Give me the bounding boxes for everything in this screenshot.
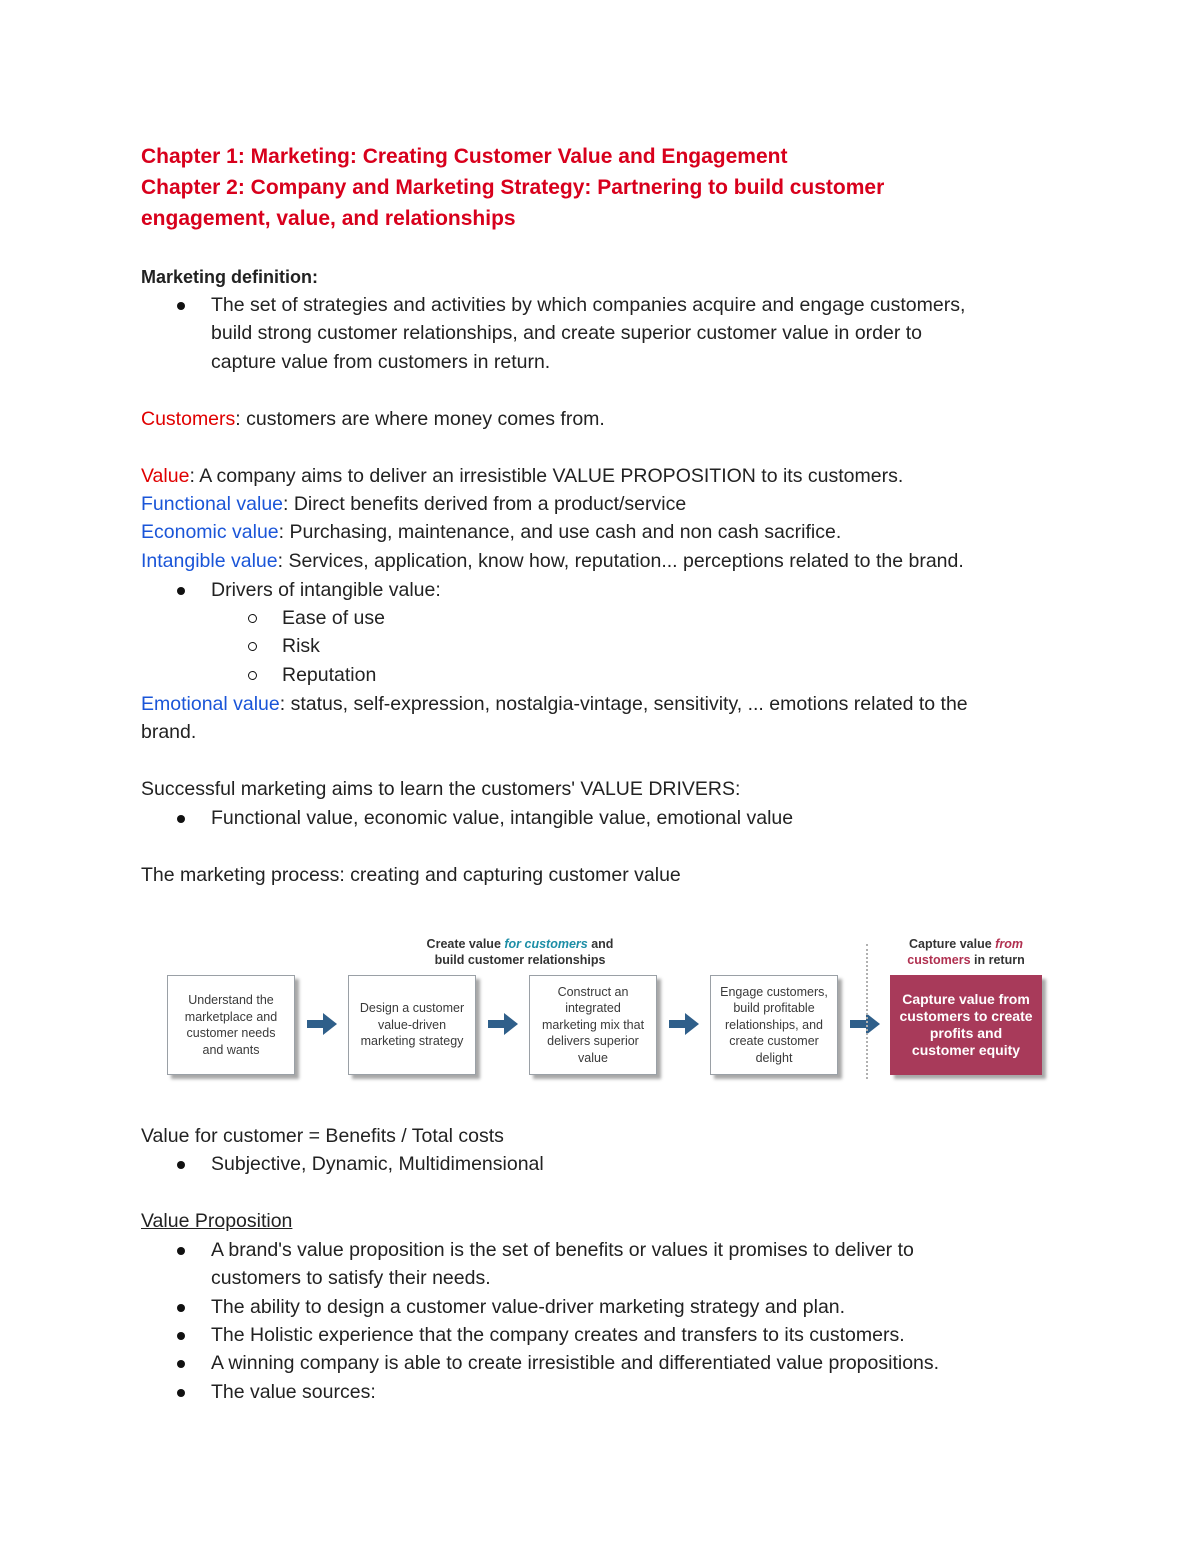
- bullet-dot: [177, 1247, 185, 1255]
- customers-term: Customers: [141, 408, 236, 430]
- emotional-value-line2: brand.: [141, 721, 197, 743]
- arrow-right-icon: [667, 1010, 701, 1038]
- step-understand-box: Understand the marketplace and customer needs and wants: [167, 975, 295, 1075]
- capture-title-highlight: from: [995, 937, 1023, 951]
- bullet-line: build strong customer relationships, and create superior customer value in order to: [211, 322, 923, 345]
- functional-value-line: [141, 490, 686, 518]
- marketing-definition-bullet: [211, 291, 1071, 376]
- bullet-line: The set of strategies and activities by which companies acquire and engage customers,: [211, 294, 966, 316]
- arrow-right-icon: [848, 1010, 882, 1038]
- bullet-dot: [177, 302, 185, 310]
- bullet-dot: [177, 1161, 185, 1169]
- arrow-right-icon: [486, 1010, 520, 1038]
- sub-bullet-circle: [248, 642, 257, 651]
- capture-title-text: in return: [970, 953, 1025, 967]
- sub-bullet-text: Ease of use: [282, 607, 385, 629]
- sub-bullet-text: Risk: [282, 635, 320, 657]
- step-design-box: Design a customer value-driven marketing strategy: [348, 975, 476, 1075]
- bullet-dot: [177, 1304, 185, 1312]
- customers-line: [141, 405, 605, 433]
- create-value-title: [390, 936, 650, 968]
- capture-value-box: Capture value from customers to create profits and customer equity: [890, 975, 1042, 1075]
- bullet-dot: [177, 1332, 185, 1340]
- vp-bullet-3: [211, 1321, 1071, 1349]
- emotional-value-text: : status, self-expression, nostalgia-vintage, sensitivity, ... emotions related to the: [279, 693, 968, 715]
- bullet-text: The value sources:: [211, 1381, 376, 1403]
- create-title-text: Create value: [426, 937, 505, 951]
- bullet-line: A brand's value proposition is the set of benefits or values it promises to deliver to: [211, 1239, 914, 1261]
- bullet-line: capture value from customers in return.: [211, 350, 551, 373]
- intangible-drivers-bullet: [211, 576, 1071, 604]
- create-title-text: build customer relationships: [434, 953, 606, 967]
- sub-bullet-text: Reputation: [282, 664, 377, 686]
- step-engage-box: Engage customers, build profitable relationships, and create customer delight: [710, 975, 838, 1075]
- intangible-value-term: Intangible value: [141, 550, 278, 572]
- successful-marketing-line: Successful marketing aims to learn the customers' VALUE DRIVERS:: [141, 778, 741, 800]
- bullet-text: The ability to design a customer value-driver marketing strategy and plan.: [211, 1296, 846, 1318]
- bullet-text: The Holistic experience that the company creates and transfers to its customers.: [211, 1324, 905, 1346]
- vp-bullet-5: [211, 1378, 1071, 1406]
- economic-value-line: [141, 518, 841, 546]
- functional-value-term: Functional value: [141, 493, 284, 515]
- value-term: Value: [141, 465, 190, 487]
- capture-title-highlight: customers: [907, 953, 971, 967]
- create-title-highlight: for customers: [504, 937, 588, 951]
- marketing-process-line: The marketing process: creating and capturing customer value: [141, 864, 681, 886]
- vp-bullet-1: [211, 1236, 1071, 1293]
- bullet-line: customers to satisfy their needs.: [211, 1267, 491, 1290]
- section-divider: [866, 944, 868, 1079]
- functional-value-text: : Direct benefits derived from a product/service: [283, 493, 687, 515]
- bullet-text: Functional value, economic value, intangible value, emotional value: [211, 807, 794, 829]
- value-text: : A company aims to deliver an irresistible VALUE PROPOSITION to its customers.: [189, 465, 904, 487]
- vp-bullet-2: [211, 1293, 1071, 1321]
- value-formula-line: Value for customer = Benefits / Total costs: [141, 1125, 504, 1147]
- intangible-value-line: [141, 547, 964, 575]
- sub-bullet-risk: [282, 632, 320, 660]
- economic-value-term: Economic value: [141, 521, 279, 543]
- bullet-text: Subjective, Dynamic, Multidimensional: [211, 1153, 544, 1175]
- intangible-value-text: : Services, application, know how, reputation... perceptions related to the brand.: [277, 550, 964, 572]
- bullet-dot: [177, 587, 185, 595]
- bullet-text: Drivers of intangible value:: [211, 579, 441, 601]
- bullet-dot: [177, 815, 185, 823]
- chapter-2-heading-line1: Chapter 2: Company and Marketing Strategy: Partnering to build customer: [141, 176, 885, 199]
- create-title-text: and: [587, 937, 614, 951]
- customers-text: : customers are where money comes from.: [235, 408, 605, 430]
- capture-value-title: [888, 936, 1044, 968]
- value-line: [141, 462, 903, 490]
- marketing-process-diagram: [160, 930, 1060, 1090]
- sub-bullet-circle: [248, 614, 257, 623]
- step-construct-box: Construct an integrated marketing mix that delivers superior value: [529, 975, 657, 1075]
- economic-value-text: : Purchasing, maintenance, and use cash and non cash sacrifice.: [278, 521, 842, 543]
- sub-bullet-circle: [248, 671, 257, 680]
- sub-bullet-reputation: [282, 661, 376, 689]
- bullet-dot: [177, 1389, 185, 1397]
- arrow-right-icon: [305, 1010, 339, 1038]
- sub-bullet-ease-of-use: [282, 604, 385, 632]
- chapter-2-heading-line2: engagement, value, and relationships: [141, 207, 516, 230]
- value-drivers-bullet: [211, 804, 1071, 832]
- bullet-dot: [177, 1360, 185, 1368]
- bullet-text: A winning company is able to create irresistible and differentiated value propositions.: [211, 1352, 940, 1374]
- chapter-1-heading: Chapter 1: Marketing: Creating Customer Value and Engagement: [141, 145, 788, 168]
- capture-title-text: Capture value: [909, 937, 996, 951]
- emotional-value-line: [141, 690, 968, 718]
- marketing-definition-label: Marketing definition:: [141, 267, 318, 287]
- emotional-value-term: Emotional value: [141, 693, 280, 715]
- vp-bullet-4: [211, 1349, 1071, 1377]
- value-proposition-title: Value Proposition: [141, 1210, 293, 1232]
- formula-bullet: [211, 1150, 1071, 1178]
